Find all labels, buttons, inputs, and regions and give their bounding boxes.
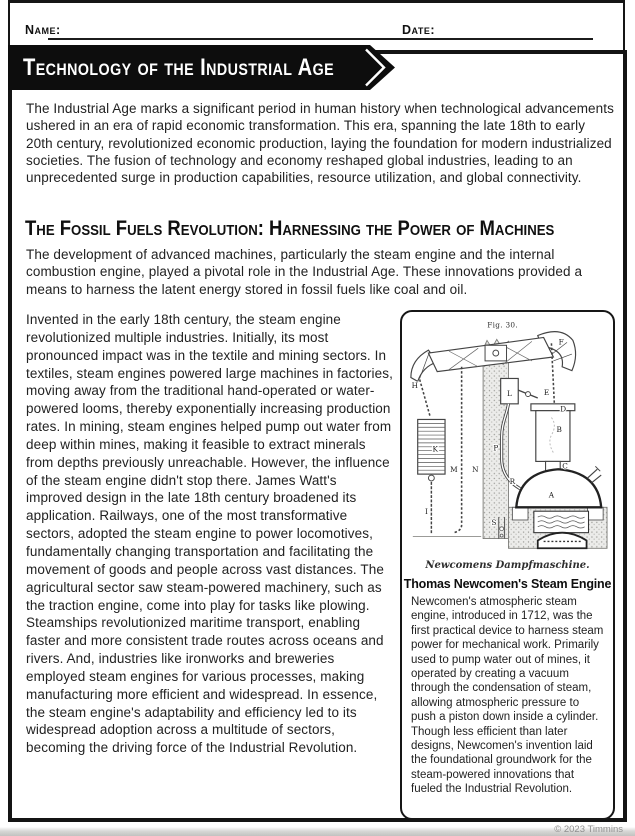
- sidebar-title: Thomas Newcomen's Steam Engine: [403, 577, 612, 591]
- diagram-label-k: K: [432, 444, 439, 454]
- article-body: Invented in the early 18th century, the steam engine revolutionized multiple industries. Initially, its most pronounced impact was in the textile and mining sectors. In textiles, steam engines powered large machines in factories, moving away from the traditional hand-operated or water-powered looms, thereby exponentially increasing production rates. In mining, steam engines helped pump out water from deep within mines, making it feasible to extract minerals from depths previously unreachable. However, the influence of the steam engine didn't stop there. James Watt's improved design in the late 18th century broadened its application. Railways, one of the most transformative sectors, adopted the steam engine to power locomotives, fundamentally changing transportation and facilitating the movement of goods and people across vast distances. The agricultural sector saw steam-powered machinery, such as the traction engine, come into play for tasks like plowing. Steamships revolutionized maritime transport, enabling faster and more consistent trade routes across oceans and rivers. And, industries like ironworks and breweries employed steam engines for various processes, making manufacturing more efficient and widespread. In essence, the steam engine's adaptability and efficiency led to its widespread adoption across a multitude of sectors, becoming the driving force of the Industrial Revolution.: [26, 312, 393, 756]
- steam-engine-diagram: [405, 316, 610, 560]
- diagram-label-p: P: [493, 443, 499, 453]
- boiler-furnace: [508, 466, 607, 548]
- figure-number-label: Fig. 30.: [487, 320, 518, 330]
- diagram-label-b: B: [556, 425, 562, 435]
- date-label: Date:: [402, 23, 436, 37]
- section-heading-text: The Fossil Fuels Revolution: Harnessing the Power of Machines: [25, 217, 555, 240]
- engraving-caption: Newcomens Dampfmaschine.: [425, 560, 590, 571]
- section-intro-paragraph: The development of advanced machines, particularly the steam engine and the internal combustion engine, played a pivotal role in the Industrial Age. These innovations provided a means to harness the latent energy stored in fossil fuels like coal and oil.: [26, 247, 583, 297]
- header-strip: [8, 0, 625, 50]
- diagram-label-c: C: [562, 461, 568, 471]
- name-date-underline: [48, 38, 593, 40]
- diagram-label-n: N: [472, 465, 479, 475]
- diagram-label-e: E: [543, 388, 550, 398]
- mine-shaft-rod: [454, 367, 462, 533]
- diagram-label-i: I: [425, 507, 428, 517]
- sidebar-body: Newcomen's atmospheric steam engine, introduced in 1712, was the first practical device to harness steam power for mechanical work. Primarily used to pump water out of mines, it operated by creating a vacuum through the condensation of steam, allowing atmospheric pressure to push a piston down inside a cylinder. Though less efficient than later designs, Newcomen's invention laid the foundational groundwork for the steam-powered innovations that fueled the Industrial Revolution.: [411, 596, 604, 796]
- section-heading: [25, 217, 627, 241]
- diagram-label-f: F: [558, 337, 564, 347]
- masonry-pier: [483, 339, 508, 538]
- diagram-label-r: R: [509, 476, 516, 486]
- pump-rod-weight: [413, 379, 481, 536]
- diagram-label-d: D: [560, 404, 567, 414]
- diagram-label-h: H: [411, 381, 418, 391]
- intro-paragraph: The Industrial Age marks a significant period in human history when technological advancements ushered in an era of rapid economic transformation. This era, spanning the late 18th to early 20th century, revolutionized economic production, laying the foundation for modern industrialized societies. The fusion of technology and economy reshaped global industries, leading to an unprecedented surge in production capabilities, resource utilization, and global connectivity.: [26, 101, 614, 186]
- diagram-label-m: M: [450, 465, 458, 475]
- diagram-label-a: A: [548, 490, 555, 500]
- sidebar-infobox: [400, 310, 615, 820]
- title-banner: [8, 45, 396, 90]
- diagram-label-l: L: [507, 389, 512, 399]
- copyright-text: © 2023 Timmins: [554, 824, 623, 835]
- scan-edge-strip: [0, 827, 635, 836]
- page-title: Technology of the Industrial Age: [23, 53, 335, 81]
- name-label: Name:: [25, 23, 61, 37]
- diagram-label-s: S: [491, 517, 497, 527]
